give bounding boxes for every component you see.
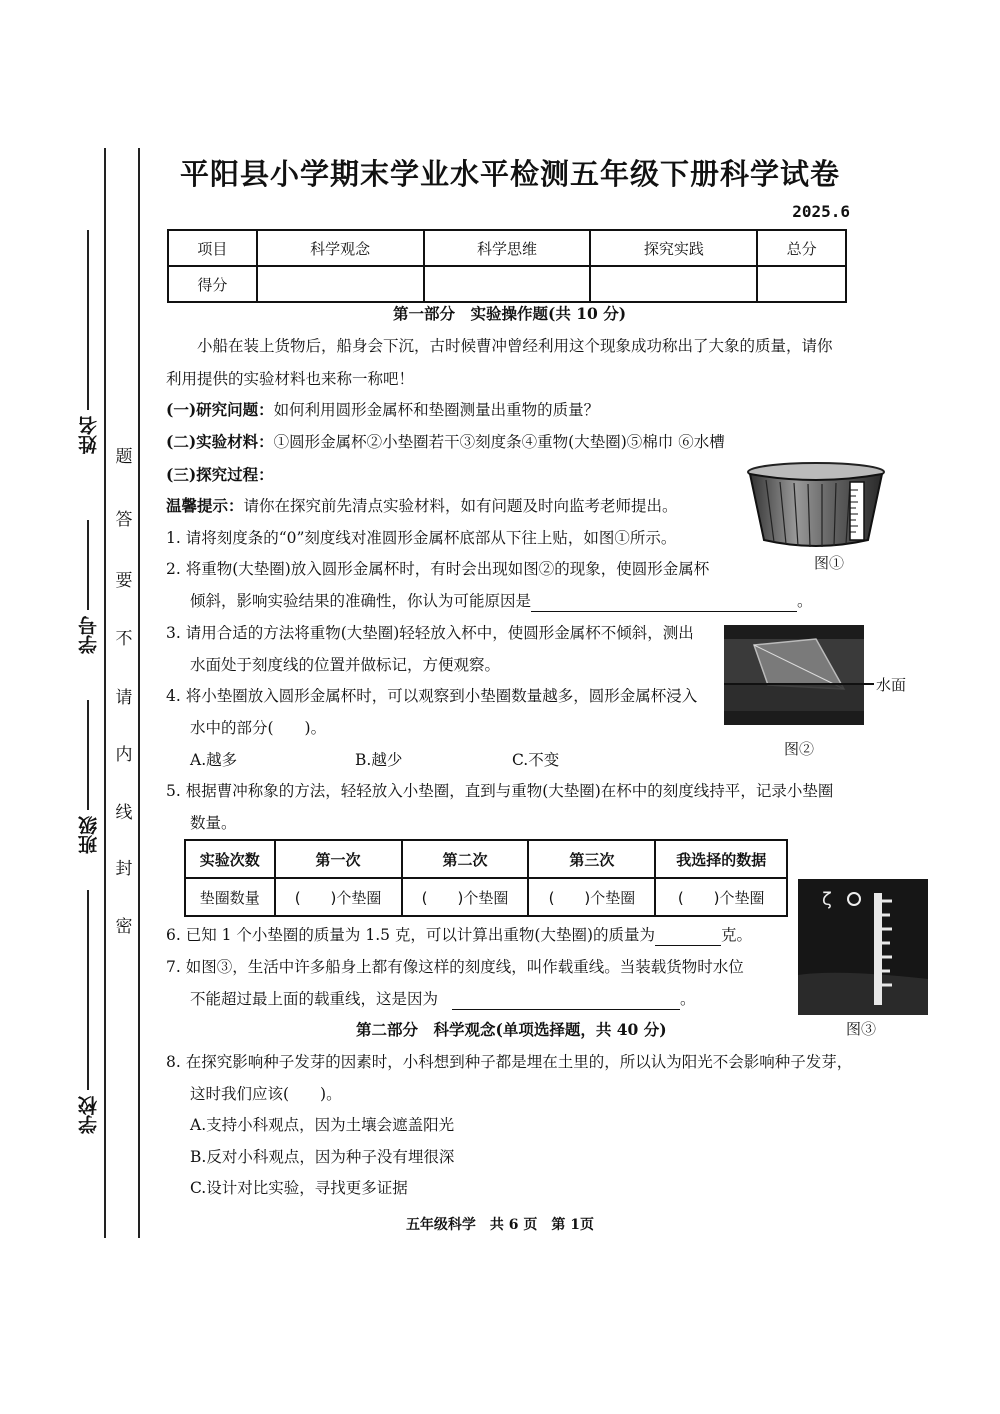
seal-char: 题 (115, 447, 133, 467)
q4-option-a[interactable]: A.越多 (190, 751, 238, 769)
score-table-row (168, 266, 846, 302)
exp-cell[interactable]: ( )个垫圈 (655, 878, 787, 916)
intro-line-1: 小船在装上货物后，船身会下沉，古时候曹冲曾经利用这个现象成功称出了大象的质量，请你 (197, 337, 833, 355)
q8-option-b[interactable]: B.反对小科观点，因为种子没有埋很深 (190, 1148, 455, 1166)
answer-blank-q2[interactable] (531, 591, 797, 612)
score-header: 项目 (168, 230, 257, 266)
question-6-text: 6. 已知 1 个小垫圈的质量为 1.5 克，可以计算出重物(大垫圈)的质量为 (166, 926, 656, 944)
question-7-line-2 (190, 989, 696, 1010)
exam-date: 2025.6 (792, 202, 850, 221)
figure-2-tilted-cup (724, 625, 864, 725)
exp-cell[interactable]: ( )个垫圈 (528, 878, 655, 916)
question-2-line-1: 2. 将重物(大垫圈)放入圆形金属杯时，有时会出现如图②的现象，使圆形金属杯 (166, 560, 710, 578)
seal-char: 密 (115, 917, 133, 937)
question-6 (166, 925, 752, 946)
score-header: 探究实践 (590, 230, 757, 266)
exp-header: 第三次 (528, 840, 655, 878)
side-field-class (68, 700, 108, 870)
question-8-line-1: 8. 在探究影响种子发芽的因素时，小科想到种子都是埋在土里的，所以认为阳光不会影响种子发芽， (166, 1053, 853, 1071)
score-table-header-row (168, 230, 846, 266)
water-surface-line (724, 683, 874, 685)
tilted-cup-photo (724, 625, 864, 725)
q4-option-b[interactable]: B.越少 (355, 751, 403, 769)
materials-label: (二)实验材料： (166, 432, 274, 451)
exp-cell[interactable]: ( )个垫圈 (402, 878, 529, 916)
score-cell[interactable] (590, 266, 757, 302)
part1-heading: 第一部分 实验操作题(共 10 分) (393, 304, 627, 323)
score-cell[interactable] (424, 266, 591, 302)
question-3-line-1: 3. 请用合适的方法将重物(大垫圈)轻轻放入杯中，使圆形金属杯不倾斜，测出 (166, 624, 694, 642)
binding-line-right (138, 148, 140, 1238)
score-table (167, 229, 847, 303)
score-cell[interactable] (757, 266, 846, 302)
metal-cup-illustration (746, 462, 886, 552)
q4-option-c[interactable]: C.不变 (512, 751, 560, 769)
q8-option-a[interactable]: A.支持小科观点，因为土壤会遮盖阳光 (190, 1116, 455, 1134)
question-7-line-1: 7. 如图③，生活中许多船身上都有像这样的刻度线，叫作载重线。当装载货物时水位 (166, 958, 744, 976)
experiment-row (185, 878, 787, 916)
svg-text:ζ: ζ (822, 889, 832, 910)
question-4-line-2: 水中的部分( )。 (190, 719, 327, 737)
score-cell[interactable] (257, 266, 424, 302)
question-1: 1. 请将刻度条的“0”刻度线对准圆形金属杯底部从下往上贴，如图①所示。 (166, 529, 677, 547)
research-label: (一)研究问题： (166, 400, 274, 419)
question-4-line-1: 4. 将小垫圈放入圆形金属杯时，可以观察到小垫圈数量越多，圆形金属杯浸入 (166, 687, 698, 705)
question-7-text: 不能超过最上面的载重线，这是因为 (190, 990, 439, 1008)
question-5-line-1: 5. 根据曹冲称象的方法，轻轻放入小垫圈，直到与重物(大垫圈)在杯中的刻度线持平，记录小垫圈 (166, 782, 834, 800)
side-label-school: 学校 (77, 1096, 100, 1134)
side-label-student-id: 学号 (77, 616, 100, 654)
side-field-name (68, 230, 108, 500)
seal-char: 线 (115, 803, 133, 823)
materials (166, 432, 725, 452)
score-header: 科学思维 (424, 230, 591, 266)
question-2-line-2 (190, 591, 813, 612)
exam-title: 平阳县小学期末学业水平检测五年级下册科学试卷 (179, 157, 840, 191)
exp-header: 我选择的数据 (655, 840, 787, 878)
side-label-name: 姓名 (77, 416, 100, 454)
q8-option-c[interactable]: C.设计对比实验，寻找更多证据 (190, 1179, 408, 1197)
question-6-end: 克。 (721, 926, 753, 944)
question-2-text: 倾斜，影响实验结果的准确性，你认为可能原因是 (190, 592, 532, 610)
figure-3-caption: 图③ (846, 1020, 877, 1038)
exp-header: 第二次 (402, 840, 529, 878)
answer-blank-q7[interactable] (452, 989, 680, 1010)
side-field-student-id (68, 520, 108, 680)
experiment-table (184, 839, 788, 917)
research-text: 如何利用圆形金属杯和垫圈测量出重物的质量？ (273, 401, 600, 419)
seal-char: 内 (115, 745, 133, 765)
question-3-line-2: 水面处于刻度线的位置并做标记，方便观察。 (190, 656, 501, 674)
load-line-photo (798, 879, 928, 1015)
experiment-header-row (185, 840, 787, 878)
exp-row-label: 垫圈数量 (185, 878, 275, 916)
exp-header: 实验次数 (185, 840, 275, 878)
figure-3-load-line (798, 879, 928, 1015)
side-label-class: 班级 (77, 816, 100, 854)
tip-label: 温馨提示： (166, 496, 244, 515)
score-header: 科学观念 (257, 230, 424, 266)
part2-heading: 第二部分 科学观念(单项选择题，共 40 分) (356, 1020, 667, 1039)
seal-char: 封 (115, 859, 133, 879)
figure-1-caption: 图① (814, 554, 845, 572)
research-question (166, 400, 599, 420)
tip (166, 496, 678, 516)
figure-1-metal-cup (746, 462, 886, 552)
question-5-line-2: 数量。 (190, 814, 237, 832)
tip-text: 请你在探究前先清点实验材料，如有问题及时向监考老师提出。 (243, 497, 678, 515)
score-row-label: 得分 (168, 266, 257, 302)
score-header: 总分 (757, 230, 846, 266)
figure-2-water-label: 水面 (876, 676, 907, 694)
exp-header: 第一次 (275, 840, 402, 878)
seal-char: 请 (115, 688, 133, 708)
question-8-line-2: 这时我们应该( )。 (190, 1085, 342, 1103)
answer-blank-q6[interactable] (655, 925, 721, 946)
process-label: (三)探究过程： (166, 465, 274, 484)
page-footer: 五年级科学 共 6 页 第 1页 (405, 1217, 595, 1233)
side-field-school (68, 890, 108, 1150)
question-7-end: 。 (680, 990, 696, 1008)
seal-char: 要 (115, 571, 133, 591)
seal-char: 不 (115, 629, 133, 649)
exp-cell[interactable]: ( )个垫圈 (275, 878, 402, 916)
figure-2-caption: 图② (784, 740, 815, 758)
materials-text: ①圆形金属杯②小垫圈若干③刻度条④重物(大垫圈)⑤棉巾 ⑥水槽 (273, 433, 725, 451)
seal-char: 答 (115, 510, 133, 530)
question-2-end: 。 (797, 592, 813, 610)
intro-line-2: 利用提供的实验材料也来称一称吧！ (166, 370, 415, 388)
